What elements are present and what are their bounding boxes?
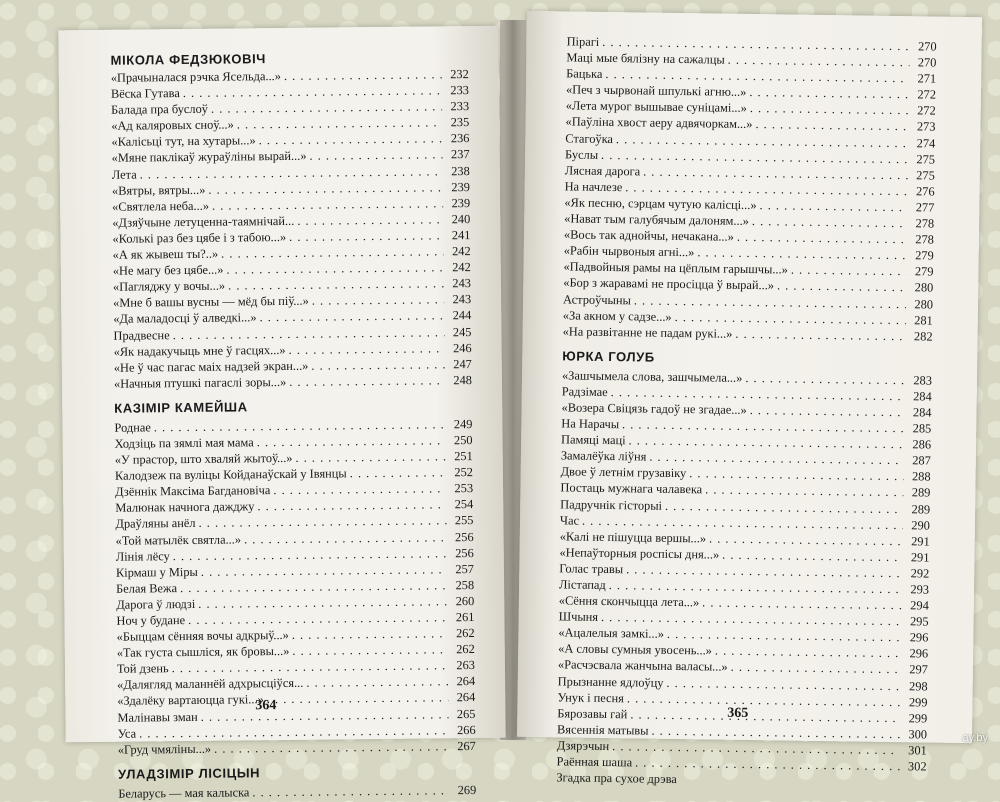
entry-title: Той дзень	[116, 661, 169, 677]
right-page-number: 365	[727, 705, 749, 722]
entry-title: На Нарачы	[561, 416, 620, 432]
entry-title: «Мне б вашы вусны — мёд бы піў...»	[113, 294, 309, 311]
entry-page-number: 269	[457, 782, 477, 798]
entry-page-number: 256	[454, 529, 474, 544]
dot-leader	[297, 211, 443, 229]
toc-entry	[118, 782, 476, 802]
entry-page-number: 279	[914, 264, 934, 279]
entry-title: Малюнак начнога дажджу	[115, 499, 255, 516]
left-page-number: 364	[255, 698, 277, 714]
entry-title: «А словы сумныя увосень...»	[558, 641, 713, 658]
dot-leader	[292, 625, 448, 643]
entry-title: Унук і песня	[557, 690, 625, 705]
entry-page-number: 265	[456, 706, 476, 721]
entry-page-number: 284	[912, 405, 932, 420]
entry-title: «Пагляджу у вочы...»	[112, 278, 226, 294]
entry-title: «За акном у садзе...»	[562, 307, 672, 324]
entry-page-number: 294	[910, 598, 929, 613]
entry-page-number: 275	[916, 168, 935, 183]
entry-page-number: 272	[917, 103, 936, 118]
entry-title: Дзярэчын	[556, 738, 610, 754]
entry-page-number: 272	[917, 87, 937, 102]
entry-title: Калодзеж па вуліцы Койданаўскай у Івянцы	[114, 466, 347, 483]
entry-title: «Колькі раз без цябе і з табою...»	[112, 229, 287, 246]
entry-page-number: 243	[452, 292, 472, 307]
entry-page-number: 241	[451, 227, 471, 243]
right-page	[517, 11, 982, 787]
entry-title: «Бор з жаравамі не просіцца ў вырай...»	[563, 275, 775, 293]
entry-title: «Калі не пішуцца вершы...»	[559, 529, 707, 546]
entry-title: Стагоўка	[565, 130, 614, 146]
entry-page-number: 277	[915, 200, 935, 215]
dot-leader	[289, 340, 445, 358]
dot-leader	[309, 147, 442, 164]
entry-title: Маці мые бялізну на сажалцы	[566, 50, 725, 67]
entry-page-number: 273	[916, 119, 936, 135]
entry-title: Вясеннія матывы	[556, 722, 649, 738]
entry-page-number: 289	[911, 501, 931, 517]
entry-page-number: 299	[908, 711, 928, 726]
entry-page-number: 243	[452, 276, 472, 291]
watermark: ay.by	[962, 732, 988, 744]
entry-page-number: 289	[911, 485, 931, 500]
entry-page-number: 276	[915, 184, 935, 199]
entry-title: «Не магу без цябе...»	[112, 262, 224, 278]
entry-title: «Паўліна хвост аеру адвячоркам...»	[565, 114, 753, 132]
entry-title: Лета	[111, 167, 137, 182]
entry-title: «Возера Свіцязь гадоў не згадае...»	[561, 400, 747, 417]
dot-leader	[289, 227, 444, 245]
entry-page-number: 253	[454, 481, 474, 496]
entry-page-number: 300	[908, 727, 928, 742]
entry-title: Двое ў летнім грузавіку	[560, 464, 687, 481]
dot-leader	[289, 372, 445, 390]
dot-leader	[267, 690, 449, 708]
entry-page-number: 249	[453, 416, 473, 432]
entry-title: Час	[559, 512, 580, 528]
author-heading: МІКОЛА ФЕДЗЮКОВІЧ	[110, 51, 267, 68]
entry-page-number: 291	[911, 533, 930, 549]
dot-leader	[259, 131, 443, 149]
entry-title: «Рабін чырвоныя агні...»	[563, 243, 695, 260]
dot-leader	[777, 278, 906, 296]
dot-leader	[312, 292, 445, 309]
entry-page-number: 233	[450, 99, 470, 114]
entry-title: Памяці маці	[561, 432, 626, 448]
entry-title: «Лета мурог вышывае суніцамі...»	[565, 98, 747, 116]
entry-page-number: 281	[914, 312, 933, 328]
entry-page-number: 301	[908, 743, 927, 758]
entry-page-number: 242	[451, 244, 471, 259]
entry-title: «А як жывеш ты?..»	[112, 246, 219, 262]
entry-title: Ходзіць па зямлі мая мама	[114, 435, 254, 451]
entry-page-number: 286	[912, 437, 932, 452]
entry-title: Замалёўка ліўня	[560, 448, 647, 464]
entry-title: Белая Вежа	[116, 580, 178, 596]
entry-page-number: 237	[450, 147, 470, 162]
entry-page-number: 252	[454, 465, 474, 480]
entry-title: Кірмаш у Міры	[115, 564, 198, 580]
toc-entry	[114, 372, 472, 392]
entry-page-number: 295	[909, 614, 929, 629]
entry-title: «Мяне паклікаў жураўліны вырай...»	[111, 149, 307, 166]
entry-title: «Калісьці тут, на хутары...»	[111, 133, 256, 150]
entry-page-number: 264	[456, 674, 476, 689]
entry-title: Бацька	[566, 66, 603, 82]
entry-title: «Прачыналася рэчка Ясельда...»	[110, 68, 282, 85]
entry-page-number: 247	[453, 356, 472, 371]
dot-leader	[311, 356, 445, 373]
entry-title: Бярозавы гай	[557, 706, 628, 722]
entry-title: «Дзяўчыне летуценна-таямнічай...	[112, 213, 295, 230]
entry-title: Астроўчыны	[562, 291, 631, 307]
entry-title: Згадка пра сухое дрэва	[556, 770, 677, 787]
entry-title: Балада пра буслоў	[111, 101, 209, 117]
entry-page-number: 284	[913, 389, 932, 404]
entry-title: «Вятры, вятры...»	[111, 182, 206, 198]
right-contents-column	[556, 33, 936, 790]
entry-page-number: 299	[908, 694, 928, 710]
dot-leader	[214, 738, 449, 757]
toc-entry	[118, 738, 476, 758]
entry-page-number: 274	[916, 135, 936, 151]
entry-page-number: 282	[913, 328, 933, 344]
entry-title: «Як надакучыць мне ў гасцях...»	[113, 342, 286, 359]
entry-title: Малінавы зман	[117, 709, 198, 725]
entry-title: Буслы	[564, 147, 599, 162]
entry-page-number: 262	[456, 642, 475, 657]
entry-title: «Зашчымела слова, зашчымела...»	[561, 368, 743, 385]
entry-title: «Падвойныя рамы на цёплым гарышчы...»	[563, 259, 788, 277]
author-heading: ЮРКА ГОЛУБ	[562, 348, 655, 365]
entry-title: «Да маладосці ў алведкі...»	[113, 310, 257, 327]
entry-page-number: 242	[452, 260, 471, 275]
entry-page-number: 256	[455, 545, 474, 560]
entry-title: Дарога ў людзі	[116, 596, 196, 612]
entry-title: Прызнанне ядлоўцу	[557, 673, 664, 690]
entry-title: Роднае	[114, 420, 151, 435]
entry-page-number: 260	[455, 593, 475, 609]
entry-page-number: 298	[909, 678, 928, 694]
entry-title: Голас травы	[559, 561, 624, 577]
entry-title: Пірагі	[566, 34, 600, 49]
entry-page-number: 266	[456, 722, 476, 737]
entry-page-number: 246	[452, 340, 472, 355]
entry-title: «У прастор, што хваляй жытоў...»	[114, 450, 293, 467]
entry-page-number: 261	[455, 609, 475, 625]
entry-title: «Той матылёк святла...»	[115, 531, 242, 548]
entry-page-number: 267	[457, 738, 476, 753]
entry-page-number: 233	[450, 83, 470, 98]
dot-leader	[284, 66, 442, 84]
entry-title: «Вось так аднойчы, нечакана...»	[563, 227, 734, 244]
entry-page-number: 262	[455, 626, 475, 641]
entry-title: Падручнік гісторыі	[560, 496, 663, 513]
dot-leader	[259, 308, 444, 326]
entry-page-number: 235	[450, 115, 470, 130]
entry-title: «Не ў час пагас маіх надзей экран...»	[113, 358, 309, 375]
entry-title: Дзённік Максіма Багдановіча	[115, 483, 271, 500]
entry-page-number: 280	[914, 296, 934, 312]
entry-title: «Быццам сённяя вочы адкрыў...»	[116, 628, 289, 644]
entry-title: Раённая шаша	[556, 754, 633, 770]
entry-title: Шчыня	[558, 609, 599, 625]
entry-page-number: 240	[451, 211, 471, 227]
entry-page-number: 236	[450, 131, 470, 146]
entry-page-number: 264	[456, 690, 476, 705]
left-page	[58, 26, 505, 801]
entry-title: «На развітанне не падам рукі...»	[562, 324, 733, 341]
entry-page-number: 254	[454, 497, 474, 512]
entry-title: На начлезе	[564, 179, 623, 195]
entry-title: Драўляны анёл	[115, 516, 196, 532]
dot-leader	[273, 481, 446, 499]
entry-page-number: 296	[909, 630, 929, 645]
entry-page-number: 278	[915, 216, 935, 231]
entry-page-number: 270	[917, 55, 937, 70]
entry-title: «Далягляд маланнёй адхрысціўся...	[117, 676, 304, 693]
entry-title: Вёска Гутава	[110, 86, 180, 101]
entry-title: «Нават тым галубячым далоням...»	[564, 211, 750, 229]
entry-title: «Ацалелыя замкі...»	[558, 625, 665, 642]
author-heading: УЛАДЗІМІР ЛІСІЦЫН	[117, 765, 261, 782]
entry-title: «Печ з чырвонай шпулькі агню...»	[565, 82, 747, 100]
entry-page-number: 296	[909, 646, 929, 661]
left-contents-column	[111, 48, 477, 802]
entry-title: «Сёння скончыцца лета...»	[558, 593, 700, 610]
entry-page-number: 287	[912, 453, 931, 468]
entry-page-number: 257	[455, 561, 475, 576]
entry-page-number: 255	[454, 513, 474, 528]
entry-page-number: 271	[917, 71, 937, 86]
entry-title: «Непаўторныя роспісы дня...»	[559, 545, 720, 562]
entry-page-number: 263	[456, 658, 476, 673]
dot-leader	[735, 325, 905, 343]
entry-page-number: 251	[454, 449, 473, 464]
entry-title: Прадвесне	[113, 327, 170, 343]
entry-page-number: 232	[450, 67, 469, 82]
entry-page-number: 239	[451, 179, 471, 194]
dot-leader	[295, 448, 445, 466]
entry-title: Радзімае	[561, 384, 608, 399]
dot-leader	[350, 464, 446, 481]
entry-title: «Груд чмяліны...»	[117, 741, 212, 757]
entry-page-number: 278	[915, 232, 935, 247]
dot-leader	[292, 641, 448, 659]
entry-page-number: 245	[452, 324, 472, 339]
dot-leader	[252, 782, 449, 800]
entry-page-number: 283	[913, 373, 933, 388]
entry-page-number: 285	[912, 421, 932, 436]
dot-leader	[306, 674, 448, 692]
entry-page-number: 297	[909, 662, 929, 677]
entry-title: «Расчэсвала жанчына валасы...»	[557, 657, 728, 675]
entry-title: «Начныя птушкі пагаслі зоры...»	[113, 374, 287, 391]
dot-leader	[257, 497, 446, 515]
entry-title: Уса	[117, 726, 137, 741]
entry-title: Беларусь — мая калыска	[118, 785, 250, 801]
entry-page-number: 302	[907, 759, 927, 774]
entry-title: Лінія лёсу	[115, 548, 170, 564]
entry-title: «Здалёку вартаюцца гукі...»	[117, 692, 264, 709]
dot-leader	[257, 432, 446, 450]
dot-leader	[791, 262, 907, 280]
entry-page-number: 290	[911, 517, 931, 533]
entry-page-number: 279	[915, 248, 934, 263]
entry-title: «Так густа сышліся, як бровы...»	[116, 644, 290, 660]
entry-page-number: 270	[917, 39, 937, 54]
entry-page-number: 293	[910, 582, 930, 597]
entry-page-number: 239	[451, 195, 471, 210]
entry-page-number: 291	[910, 550, 930, 565]
entry-title: Лістапад	[558, 577, 606, 593]
entry-page-number: 244	[452, 308, 472, 323]
entry-page-number: 292	[910, 566, 930, 581]
entry-title: Постаць мужнага чалавека	[560, 480, 703, 497]
entry-page-number: 250	[453, 432, 473, 448]
entry-page-number: 258	[455, 577, 475, 593]
entry-title: «Як песню, сэрцам чутую калісці...»	[564, 195, 757, 213]
entry-page-number: 238	[451, 163, 470, 178]
entry-title: «Ад каляровых сноў...»	[111, 117, 234, 134]
entry-page-number: 280	[914, 280, 934, 295]
entry-page-number: 275	[916, 151, 936, 167]
author-heading: КАЗІМІР КАМЕЙША	[114, 399, 248, 416]
entry-title: Лясная дарога	[564, 163, 641, 179]
entry-page-number: 248	[453, 372, 473, 387]
entry-page-number: 288	[911, 469, 931, 484]
entry-title: «Святлела неба...»	[112, 198, 210, 214]
entry-title: Ноч у будане	[116, 613, 186, 628]
